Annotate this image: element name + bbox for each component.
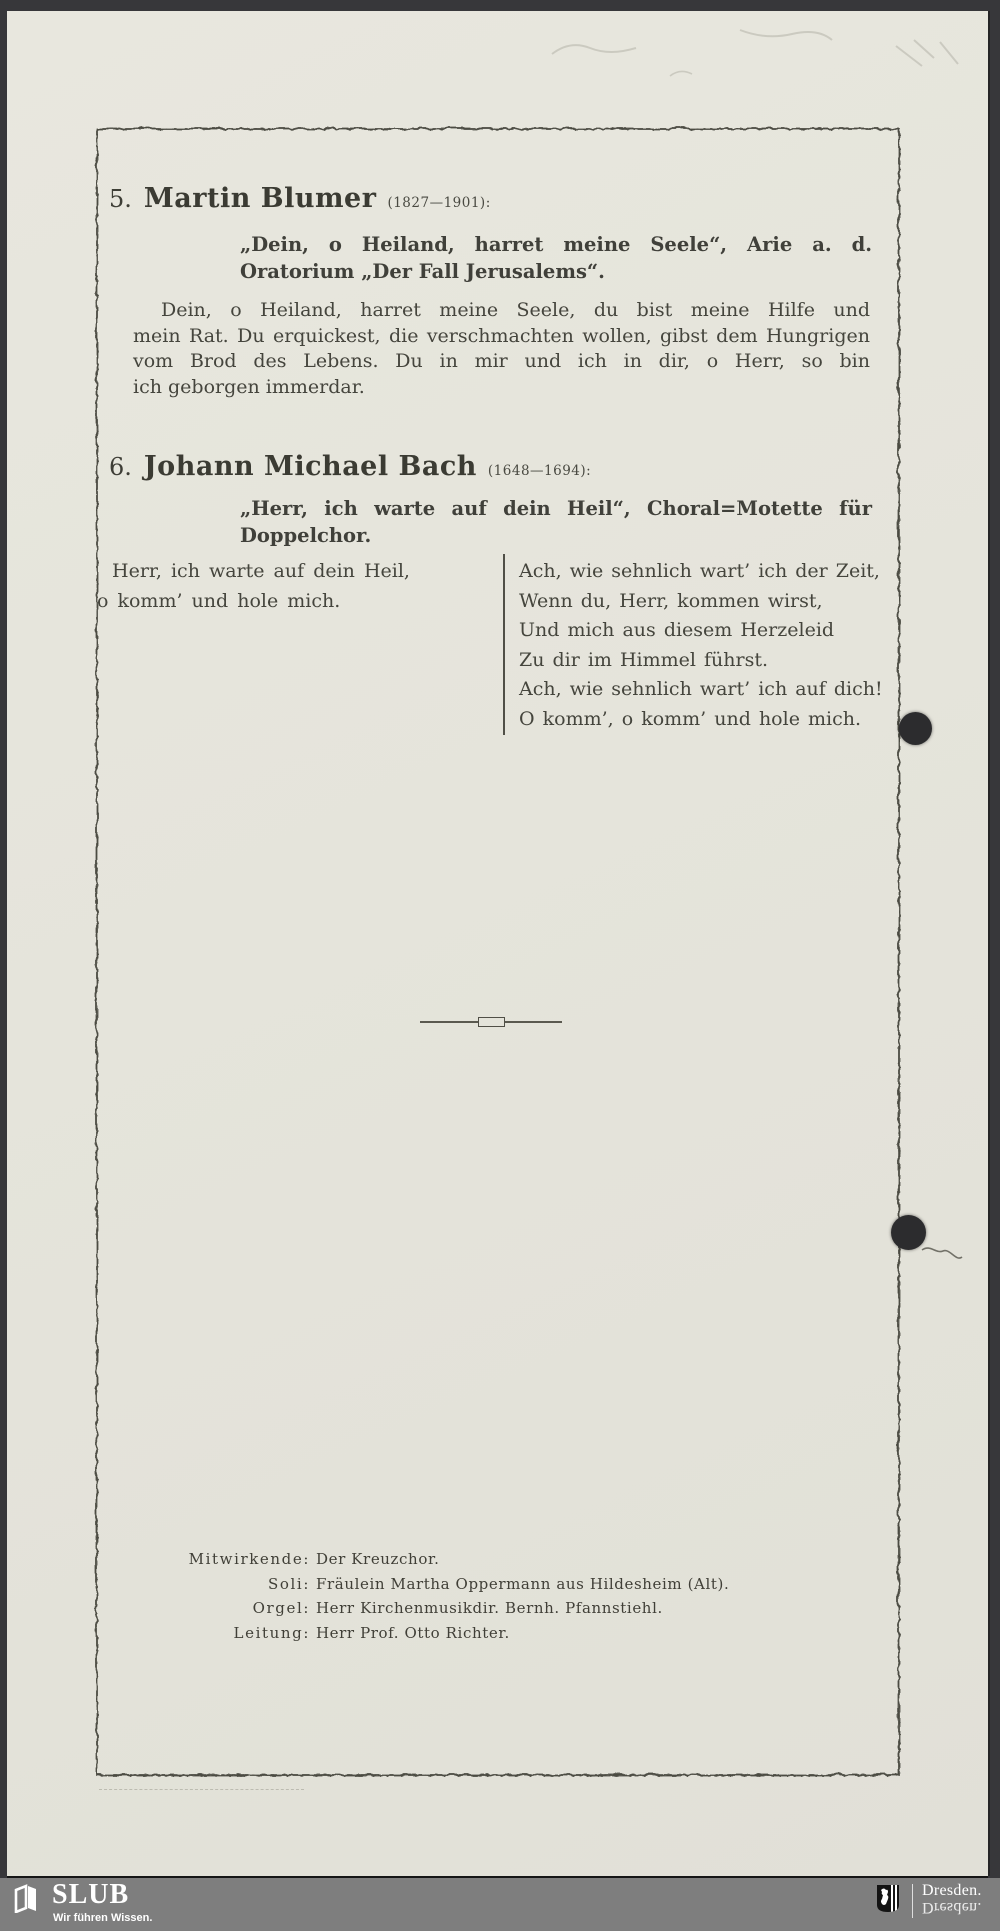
verse-column-divider bbox=[503, 554, 505, 735]
credit-label: Leitung: bbox=[233, 1623, 310, 1642]
verse-line: Und mich aus diesem Herzeleid bbox=[519, 619, 835, 641]
credit-value: Der Kreuzchor. bbox=[316, 1550, 440, 1568]
item-number: 5. bbox=[109, 185, 132, 213]
faint-offset-line bbox=[99, 1789, 304, 1790]
work-title-line: Oratorium „Der Fall Jerusalems“. bbox=[240, 260, 605, 283]
open-book-icon bbox=[13, 1884, 40, 1913]
verse-line: O komm’, o komm’ und hole mich. bbox=[519, 707, 861, 730]
composer-name: Johann Michael Bach bbox=[143, 451, 477, 482]
verse-line: Ach, wie sehnlich wart’ ich der Zeit, bbox=[519, 560, 880, 582]
program-item-5-heading bbox=[109, 183, 491, 214]
divider-box bbox=[478, 1017, 505, 1027]
work-title-line: „Dein, o Heiland, harret meine Seele“, Arie a. d. bbox=[240, 233, 872, 256]
credits-block bbox=[180, 1547, 729, 1645]
text-line: vom Brod des Lebens. Du in mir und ich in dir, o Herr, so bin bbox=[133, 350, 870, 372]
text-line: mein Rat. Du erquickest, die verschmachten wollen, gibst dem Hungrigen bbox=[133, 324, 870, 347]
dresden-wordmark-reflection: Dresden. bbox=[922, 1899, 982, 1916]
credit-label: Soli: bbox=[268, 1574, 310, 1593]
punch-hole-top bbox=[899, 712, 932, 745]
divider-rule-left bbox=[420, 1021, 478, 1023]
verse-line: Herr, ich warte auf dein Heil, bbox=[112, 560, 410, 582]
credit-value: Fräulein Martha Oppermann aus Hildesheim (Alt). bbox=[316, 1574, 730, 1593]
dresden-coat-of-arms-icon bbox=[877, 1885, 899, 1912]
dresden-wordmark: Dresden. bbox=[922, 1882, 982, 1899]
slub-tagline: Wir führen Wissen. bbox=[53, 1912, 153, 1924]
credit-value: Herr Prof. Otto Richter. bbox=[316, 1623, 510, 1642]
credit-row bbox=[180, 1547, 729, 1572]
work-text-item-5 bbox=[133, 298, 870, 400]
program-content bbox=[95, 127, 900, 1772]
text-line: Dein, o Heiland, harret meine Seele, du bist meine Hilfe und bbox=[161, 299, 870, 321]
credit-row bbox=[180, 1572, 729, 1597]
verse-line: Ach, wie sehnlich wart’ ich auf dich! bbox=[519, 678, 883, 700]
work-title-item-5 bbox=[240, 231, 872, 285]
footer-logo-divider bbox=[912, 1884, 913, 1918]
work-title-line: Doppelchor. bbox=[240, 524, 372, 547]
composer-name: Martin Blumer bbox=[143, 183, 377, 214]
slub-wordmark: SLUB bbox=[52, 1879, 130, 1910]
credit-value: Herr Kirchenmusikdir. Bernh. Pfannstiehl. bbox=[316, 1599, 663, 1617]
credit-row bbox=[180, 1596, 729, 1621]
credit-label: Mitwirkende: bbox=[188, 1550, 310, 1568]
program-item-6-heading bbox=[109, 451, 591, 482]
composer-dates: (1648—1694): bbox=[487, 463, 592, 479]
paper-tear bbox=[920, 1242, 964, 1272]
work-title-line: „Herr, ich warte auf dein Heil“, Choral=Motette für bbox=[240, 497, 872, 520]
verse-line: Wenn du, Herr, kommen wirst, bbox=[519, 589, 823, 612]
section-divider-ornament bbox=[420, 1017, 562, 1027]
verse-left-column bbox=[97, 557, 495, 616]
work-title-item-6 bbox=[240, 495, 872, 549]
verse-line: o komm’ und hole mich. bbox=[97, 589, 341, 612]
composer-dates: (1827—1901): bbox=[387, 195, 491, 211]
item-number: 6. bbox=[109, 453, 132, 481]
credit-label: Orgel: bbox=[252, 1599, 310, 1617]
verse-line: Zu dir im Himmel führst. bbox=[519, 648, 769, 671]
text-line: ich geborgen immerdar. bbox=[133, 375, 365, 398]
pencil-marks bbox=[540, 16, 1000, 106]
verse-right-column bbox=[519, 557, 891, 734]
divider-rule-right bbox=[505, 1021, 563, 1023]
credit-row bbox=[180, 1621, 729, 1646]
